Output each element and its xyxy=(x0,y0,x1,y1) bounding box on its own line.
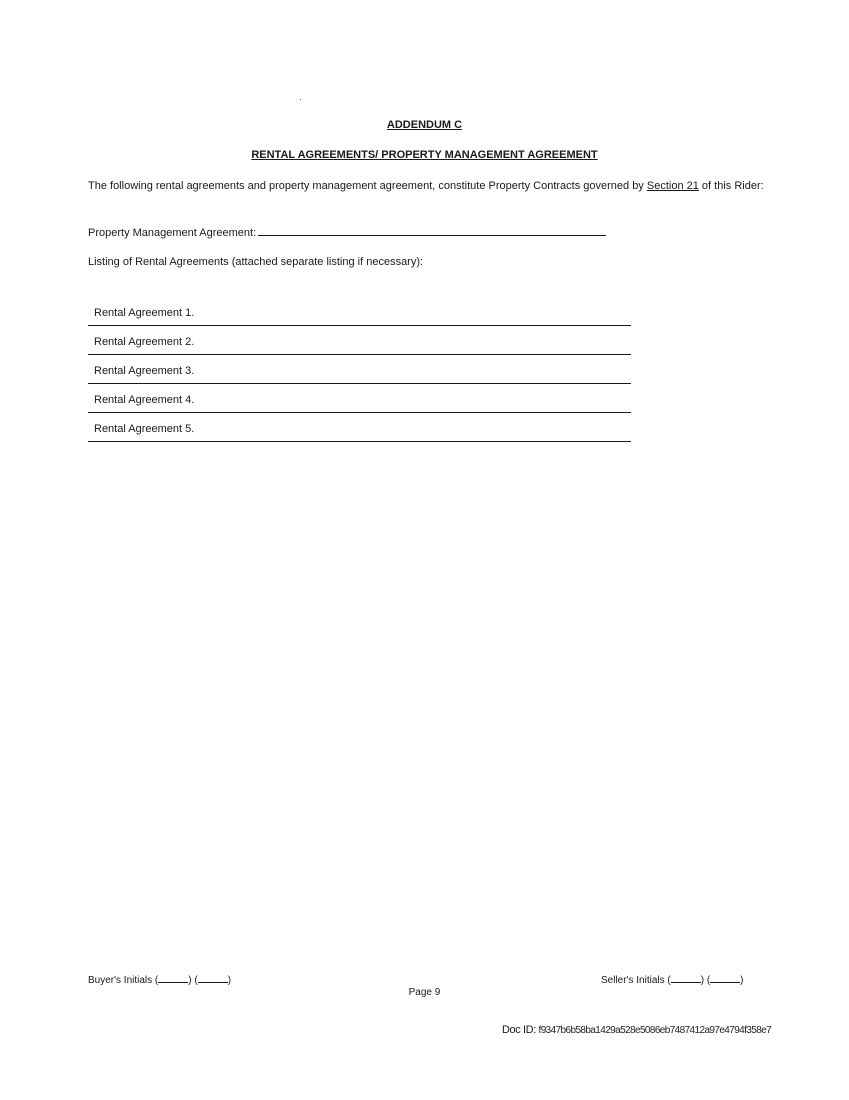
buyer-initials-label: Buyer's Initials xyxy=(88,975,153,986)
addendum-subtitle: RENTAL AGREEMENTS/ PROPERTY MANAGEMENT AGREEMENT xyxy=(251,149,598,161)
seller-initials-field-2[interactable] xyxy=(710,974,740,983)
buyer-initials-field-1[interactable] xyxy=(158,974,188,983)
intro-paragraph xyxy=(88,181,768,192)
rental-agreement-label: Rental Agreement 3. xyxy=(94,365,195,377)
listing-label: Listing of Rental Agreements (attached separate listing if necessary): xyxy=(88,256,424,268)
list-item[interactable] xyxy=(88,298,631,326)
list-item[interactable] xyxy=(88,327,631,355)
rental-agreement-label: Rental Agreement 2. xyxy=(94,336,195,348)
page-number: Page 9 xyxy=(408,987,441,998)
intro-text-after: of this Rider: xyxy=(698,180,764,192)
rental-agreement-label: Rental Agreement 4. xyxy=(94,394,195,406)
stray-mark xyxy=(300,99,301,100)
intro-text-before: The following rental agreements and property management agreement, constitute Property Contracts governed by xyxy=(88,180,647,192)
doc-id-value: f9347b6b58ba1429a528e5086eb7487412a97e4794f358e7 xyxy=(538,1025,772,1036)
addendum-title: ADDENDUM C xyxy=(386,119,463,131)
doc-id-label: Doc ID: xyxy=(502,1024,536,1036)
section-link[interactable]: Section 21 xyxy=(646,180,699,192)
seller-initials-field-1[interactable] xyxy=(671,974,701,983)
seller-initials-label: Seller's Initials xyxy=(601,975,665,986)
pma-label: Property Management Agreement: xyxy=(88,227,257,239)
list-item[interactable] xyxy=(88,356,631,384)
rental-agreement-list xyxy=(88,298,631,443)
rental-agreement-label: Rental Agreement 5. xyxy=(94,423,195,435)
pma-blank-field[interactable] xyxy=(258,225,606,236)
list-item[interactable] xyxy=(88,385,631,413)
buyer-initials-field-2[interactable] xyxy=(198,974,228,983)
doc-id xyxy=(502,1024,771,1036)
buyer-initials: Buyer's Initials ( ) ( ) xyxy=(88,975,232,986)
pma-line xyxy=(88,225,768,239)
list-item[interactable] xyxy=(88,414,631,442)
rental-agreement-label: Rental Agreement 1. xyxy=(94,307,195,319)
seller-initials: Seller's Initials ( ) ( ) xyxy=(601,975,744,986)
